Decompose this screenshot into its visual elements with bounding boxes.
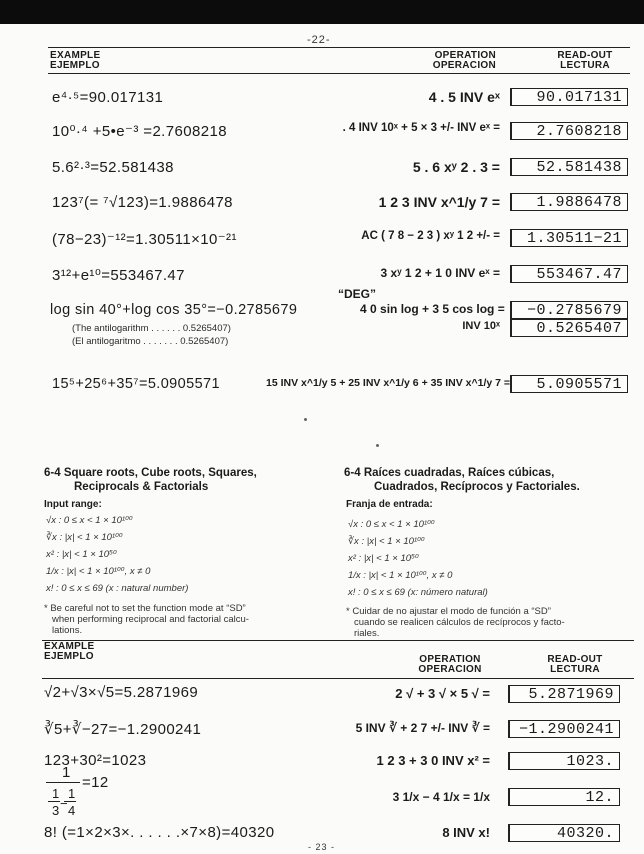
sd-mode-note-en: * Be careful not to set the function mode at “SD” when performing reciprocal and factorial calcu- lations.: [44, 603, 249, 636]
key-sequence: 15 INV x^1/y 5 + 25 INV x^1/y 6 + 35 INV x^1/y 7 =: [266, 377, 511, 389]
fraction-bar: [46, 782, 80, 783]
readout-display: 12.: [508, 788, 620, 806]
key-sequence: 3 xʸ 1 2 + 1 0 INV eˣ =: [380, 266, 500, 280]
key-sequence: 4 . 5 INV eˣ: [428, 89, 500, 105]
example-expression: 123+30²=1023: [44, 752, 147, 769]
readout-display: 1.9886478: [510, 193, 628, 211]
example-expression: ∛5+∛−27=−1.2900241: [44, 721, 202, 738]
readout-display: 553467.47: [510, 265, 628, 283]
range-factorial-en: x! : 0 ≤ x ≤ 69 (x : natural number): [46, 583, 189, 594]
readout-display: 52.581438: [510, 158, 628, 176]
key-sequence: INV 10ˣ: [462, 320, 500, 332]
input-range-label-es: Franja de entrada:: [346, 499, 433, 510]
example-expression: (78−23)⁻¹²=1.30511×10⁻²¹: [52, 231, 237, 248]
example-expression: log sin 40°+log cos 35°=−0.2785679: [50, 302, 298, 318]
key-sequence: 1 2 3 + 3 0 INV x² =: [376, 753, 490, 768]
readout-display: 1023.: [508, 752, 620, 770]
key-sequence: AC ( 7 8 − 2 3 ) xʸ 1 2 +/- =: [361, 230, 500, 242]
fraction-sub-numerator-a: 1: [52, 786, 60, 801]
readout-display: 5.0905571: [510, 375, 628, 393]
readout-header: READ-OUT LECTURA: [557, 50, 613, 71]
key-sequence: 4 0 sin log + 3 5 cos log =: [360, 302, 505, 316]
fraction-sub-numerator-b: 1: [68, 786, 76, 801]
sd-mode-note-es: * Cuidar de no ajustar el modo de función a “SD” cuando se realicen cálculos de recíprocos y facto- riales.: [346, 606, 565, 639]
stray-mark: [304, 418, 307, 421]
readout-display: 90.017131: [510, 88, 628, 106]
section-title-en: 6-4 Square roots, Cube roots, Squares, Reciprocals & Factorials: [44, 467, 257, 493]
fraction-bar-sub-a: [48, 801, 60, 802]
key-sequence: 3 1/x − 4 1/x = 1/x: [392, 790, 490, 804]
header-rule-bottom: [42, 678, 634, 679]
range-cbrt-en: ∛x : |x| < 1 × 10¹⁰⁰: [46, 532, 123, 543]
range-reciprocal-es: 1/x : |x| < 1 × 10¹⁰⁰, x ≠ 0: [348, 570, 453, 581]
example-expression: e⁴·⁵=90.017131: [52, 89, 164, 106]
range-sqrt-es: √x : 0 ≤ x < 1 × 10¹⁰⁰: [348, 519, 435, 530]
range-square-es: x² : |x| < 1 × 10⁵⁰: [348, 553, 419, 564]
example-expression: 10⁰·⁴ +5•e⁻³ =2.7608218: [52, 123, 227, 140]
antilog-note-es: (El antilogaritmo . . . . . . . 0.5265407): [72, 336, 229, 347]
minus-sign: −: [60, 796, 68, 811]
example-expression: =12: [82, 774, 109, 791]
key-sequence: 8 INV x!: [442, 825, 490, 840]
key-sequence: 2 √ + 3 √ × 5 √ =: [395, 686, 490, 701]
readout-display: 1.30511−21: [510, 229, 628, 247]
key-sequence: 5 . 6 xʸ 2 . 3 =: [412, 159, 500, 175]
fraction-denominator-b: 4: [68, 803, 76, 818]
section-title-es: 6-4 Raíces cuadradas, Raíces cúbicas, Cuadrados, Recíprocos y Factoriales.: [344, 467, 580, 493]
fraction-denominator-a: 3: [52, 803, 60, 818]
range-reciprocal-en: 1/x : |x| < 1 × 10¹⁰⁰, x ≠ 0: [46, 566, 151, 577]
readout-display: 2.7608218: [510, 122, 628, 140]
key-sequence: 1 2 3 INV x^1/y 7 =: [378, 194, 500, 210]
readout-display: 5.2871969: [508, 685, 620, 703]
readout-display: −0.2785679: [510, 301, 628, 319]
readout-display: 0.5265407: [510, 319, 628, 337]
range-factorial-es: x! : 0 ≤ x ≤ 69 (x: número natural): [348, 587, 488, 598]
fraction-numerator: 1: [62, 764, 71, 781]
operation-header: OPERATION OPERACION: [418, 654, 482, 675]
stray-mark: [376, 444, 379, 447]
example-expression: 123⁷(= ⁷√123)=1.9886478: [52, 194, 233, 211]
range-sqrt-en: √x : 0 ≤ x < 1 × 10¹⁰⁰: [46, 515, 133, 526]
example-expression: 8! (=1×2×3×. . . . . .×7×8)=40320: [44, 824, 275, 841]
antilog-note-en: (The antilogarithm . . . . . . 0.5265407): [72, 323, 231, 334]
key-sequence: 5 INV ∛ + 2 7 +/- INV ∛ =: [355, 721, 490, 735]
readout-display: −1.2900241: [508, 720, 620, 738]
example-expression: 15⁵+25⁶+35⁷=5.0905571: [52, 376, 220, 392]
example-expression: 3¹²+e¹⁰=553467.47: [52, 267, 185, 284]
page-number-bottom: - 23 -: [308, 842, 336, 852]
header-rule-top: [48, 47, 630, 48]
range-square-en: x² : |x| < 1 × 10⁵⁰: [46, 549, 117, 560]
example-header: EXAMPLE EJEMPLO: [44, 641, 95, 662]
readout-display: 40320.: [508, 824, 620, 842]
top-black-bar: [0, 0, 644, 24]
header-rule-top: [42, 640, 634, 641]
example-header: EXAMPLE EJEMPLO: [50, 50, 101, 71]
key-sequence: . 4 INV 10ˣ + 5 × 3 +/- INV eˣ =: [342, 122, 500, 134]
input-range-label-en: Input range:: [44, 499, 102, 510]
header-rule-bottom: [48, 73, 630, 74]
example-expression: √2+√3×√5=5.2871969: [44, 684, 199, 701]
example-expression: 5.6²·³=52.581438: [52, 159, 174, 176]
page-number-top: -22-: [307, 34, 331, 46]
operation-header: OPERATION OPERACION: [432, 50, 496, 71]
readout-header: READ-OUT LECTURA: [547, 654, 603, 675]
deg-mode-label: “DEG”: [338, 287, 377, 301]
range-cbrt-es: ∛x : |x| < 1 × 10¹⁰⁰: [348, 536, 425, 547]
